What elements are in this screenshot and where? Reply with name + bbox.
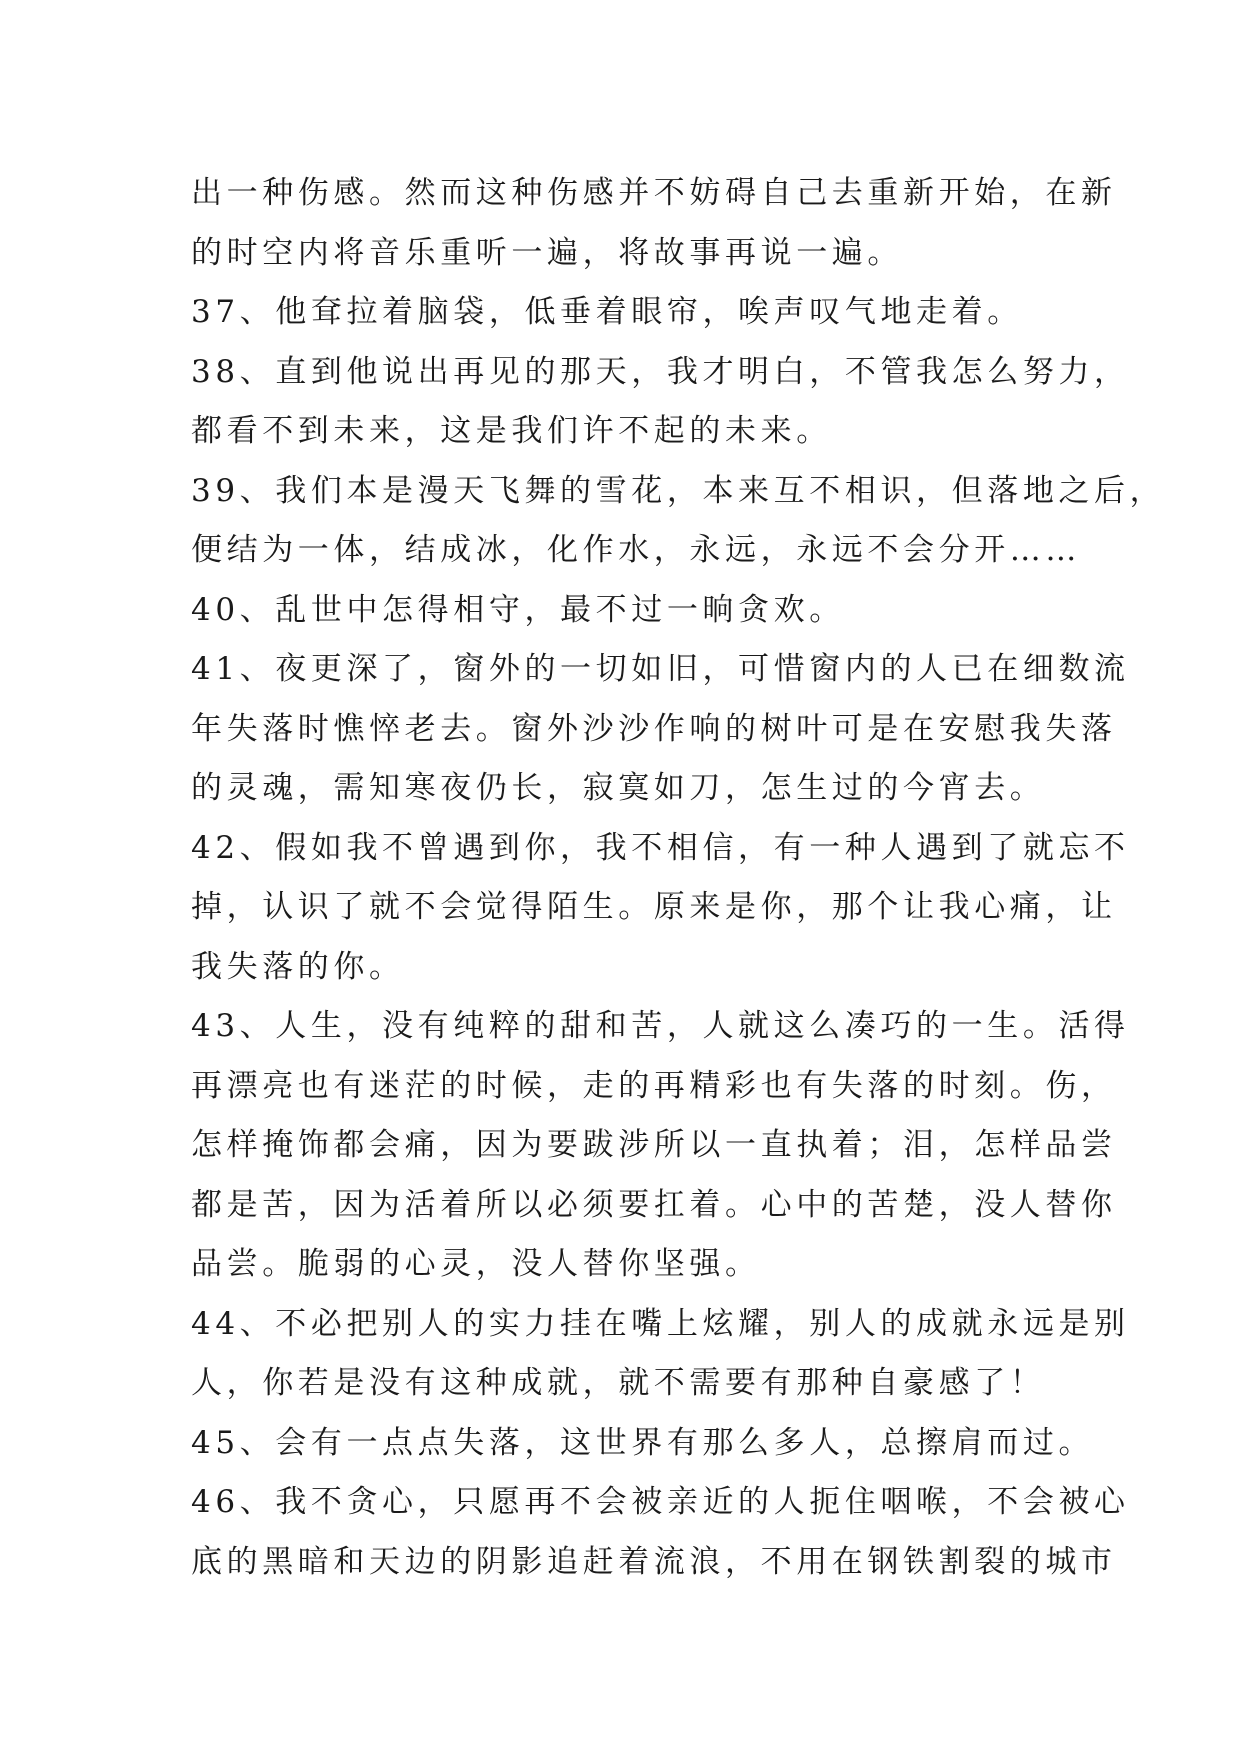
text-line: 44、不必把别人的实力挂在嘴上炫耀，别人的成就永远是别 [191, 1305, 1130, 1342]
text-line: 都看不到未来，这是我们许不起的未来。 [191, 413, 832, 449]
text-line: 我失落的你。 [191, 948, 405, 985]
text-line: 底的黑暗和天边的阴影追赶着流浪，不用在钢铁割裂的城市 [191, 1543, 1117, 1580]
text-line: 38、直到他说出再见的那天，我才明白，不管我怎么努力， [191, 353, 1130, 390]
text-line: 41、夜更深了，窗外的一切如旧，可惜窗内的人已在细数流 [191, 651, 1130, 687]
text-line: 40、乱世中怎得相守，最不过一晌贪欢。 [191, 591, 845, 628]
text-line: 掉，认识了就不会觉得陌生。原来是你，那个让我心痛，让 [191, 889, 1117, 925]
text-line: 品尝。脆弱的心灵，没人替你坚强。 [191, 1246, 761, 1282]
text-line: 都是苦，因为活着所以必须要扛着。心中的苦楚，没人替你 [191, 1186, 1117, 1223]
text-line: 年失落时憔悴老去。窗外沙沙作响的树叶可是在安慰我失落 [191, 710, 1117, 747]
text-line: 46、我不贪心，只愿再不会被亲近的人扼住咽喉，不会被心 [191, 1484, 1130, 1520]
text-line: 的灵魂，需知寒夜仍长，寂寞如刀，怎生过的今宵去。 [191, 770, 1046, 806]
text-line: 出一种伤感。然而这种伤感并不妨碍自己去重新开始，在新 [191, 175, 1117, 211]
text-line: 人，你若是没有这种成就，就不需要有那种自豪感了！ [191, 1365, 1046, 1401]
text-line: 再漂亮也有迷茫的时候，走的再精彩也有失落的时刻。伤， [191, 1067, 1117, 1104]
text-line: 怎样掩饰都会痛，因为要跋涉所以一直执着；泪，怎样品尝 [191, 1127, 1117, 1163]
text-line: 45、会有一点点失落，这世界有那么多人，总擦肩而过。 [191, 1424, 1095, 1461]
text-line: 43、人生，没有纯粹的甜和苦，人就这么凑巧的一生。活得 [191, 1008, 1130, 1044]
text-line: 39、我们本是漫天飞舞的雪花，本来互不相识，但落地之后， [191, 472, 1166, 509]
text-line: 的时空内将音乐重听一遍，将故事再说一遍。 [191, 234, 903, 271]
text-line: 37、他耷拉着脑袋，低垂着眼帘，唉声叹气地走着。 [191, 294, 1023, 330]
text-line: 便结为一体，结成冰，化作水，永远，永远不会分开…… [191, 532, 1081, 568]
document-text [191, 164, 1166, 1592]
text-line: 42、假如我不曾遇到你，我不相信，有一种人遇到了就忘不 [191, 829, 1130, 866]
